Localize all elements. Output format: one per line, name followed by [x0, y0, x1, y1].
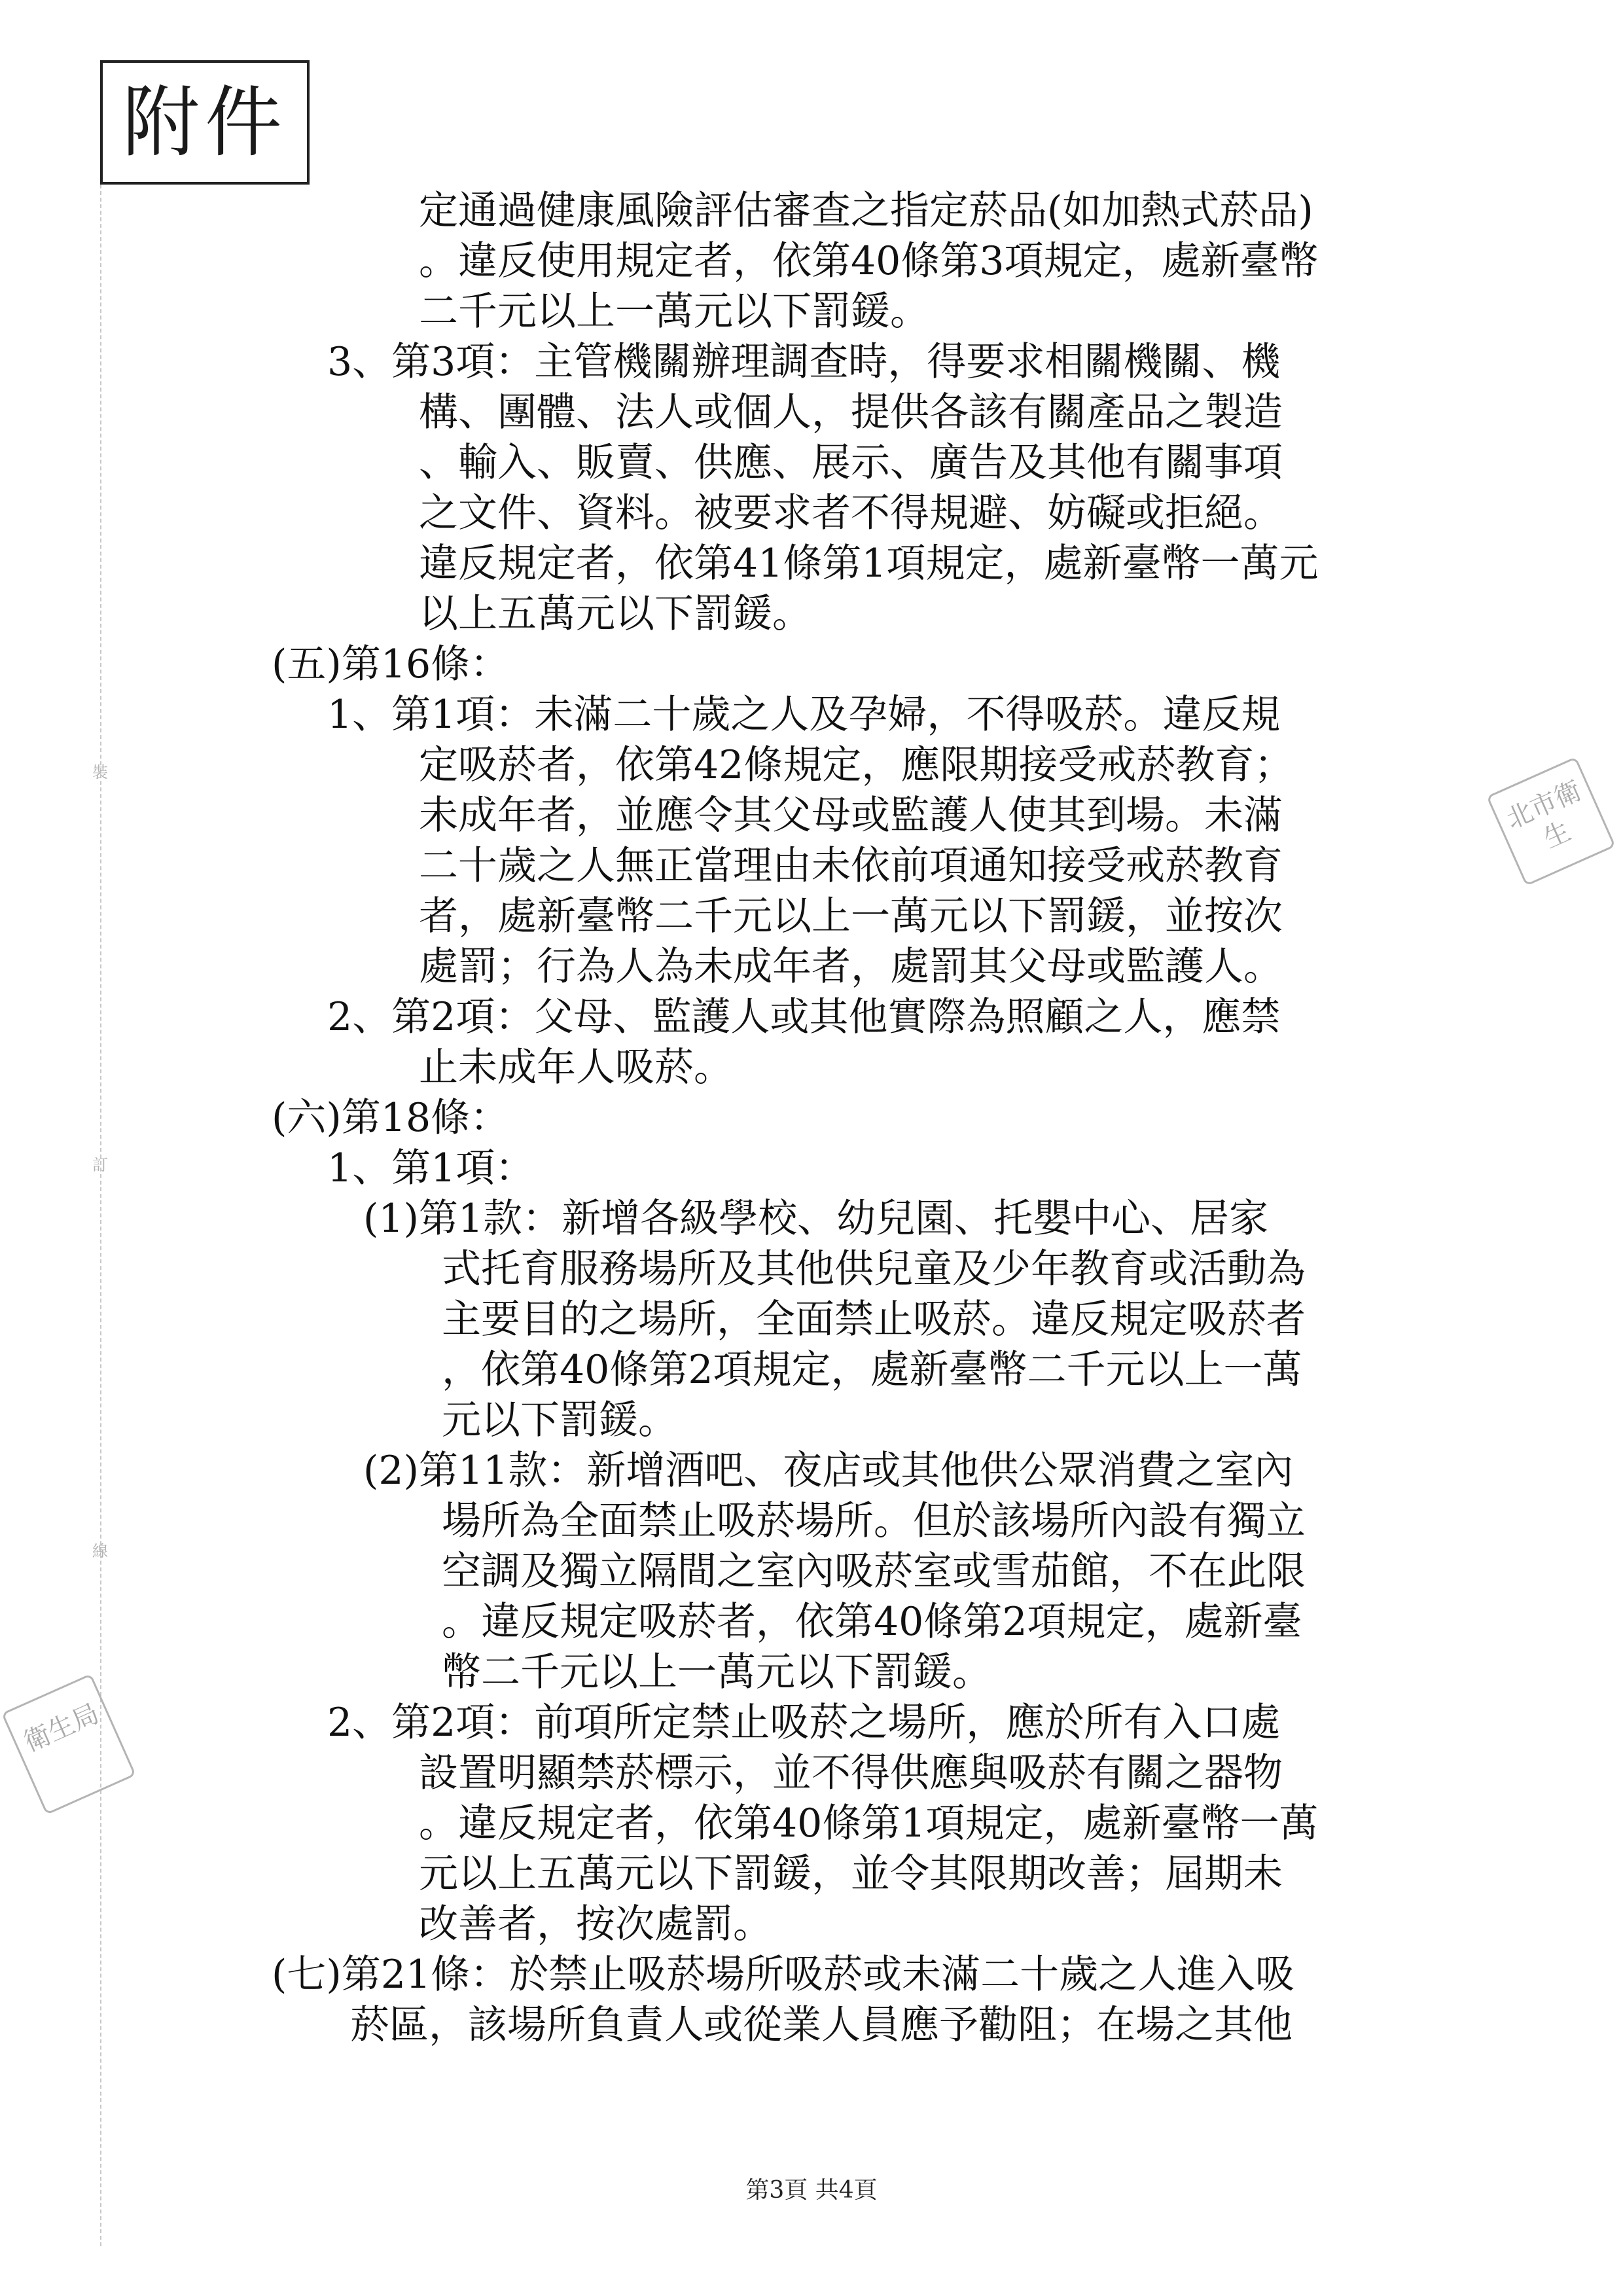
body-line: 改善者，按次處罰。	[419, 1901, 772, 1947]
body-line: 構、團體、法人或個人，提供各該有關產品之製造	[419, 389, 1283, 435]
body-line: 2、第2項：前項所定禁止吸菸之場所，應於所有入口處	[327, 1700, 1281, 1746]
section-heading: (七)第21條：於禁止吸菸場所吸菸或未滿二十歲之人進入吸	[272, 1952, 1295, 1998]
body-line: 3、第3項：主管機關辦理調查時，得要求相關機關、機	[327, 339, 1281, 385]
body-line: ，依第40條第2項規定，處新臺幣二千元以上一萬	[442, 1347, 1302, 1393]
body-line: 以上五萬元以下罰鍰。	[419, 591, 812, 637]
body-line: 1、第1項：	[327, 1145, 535, 1191]
margin-mark-bind: 裝	[92, 763, 108, 781]
body-line: 。違反使用規定者，依第40條第3項規定，處新臺幣	[419, 238, 1319, 284]
body-line: 違反規定者，依第41條第1項規定，處新臺幣一萬元	[419, 541, 1319, 586]
body-line: 定吸菸者，依第42條規定，應限期接受戒菸教育；	[419, 742, 1294, 788]
body-line: 。違反規定吸菸者，依第40條第2項規定，處新臺	[442, 1599, 1302, 1645]
body-line: 元以上五萬元以下罰鍰，並令其限期改善；屆期未	[419, 1851, 1283, 1897]
body-line: 之文件、資料。被要求者不得規避、妨礙或拒絕。	[419, 490, 1283, 536]
body-line: 幣二千元以上一萬元以下罰鍰。	[442, 1649, 991, 1695]
body-line: 主要目的之場所，全面禁止吸菸。違反規定吸菸者	[442, 1297, 1306, 1342]
body-line: 止未成年人吸菸。	[419, 1045, 733, 1090]
body-line: (2)第11款：新增酒吧、夜店或其他供公眾消費之室內	[363, 1448, 1294, 1494]
body-line: 二千元以上一萬元以下罰鍰。	[419, 289, 929, 334]
margin-mark-staple: 訂	[92, 1156, 108, 1174]
body-line: 菸區，該場所負責人或從業人員應予勸阻；在場之其他	[350, 2002, 1293, 2048]
body-line: 定通過健康風險評估審查之指定菸品(如加熱式菸品)	[419, 188, 1313, 234]
body-line: 場所為全面禁止吸菸場所。但於該場所內設有獨立	[442, 1498, 1306, 1544]
body-line: 處罰；行為人為未成年者，處罰其父母或監護人。	[419, 944, 1283, 990]
body-line: 元以下罰鍰。	[442, 1397, 677, 1443]
body-line: 設置明顯禁菸標示，並不得供應與吸菸有關之器物	[419, 1750, 1283, 1796]
body-line: 2、第2項：父母、監護人或其他實際為照顧之人，應禁	[327, 994, 1281, 1040]
margin-mark-line: 線	[92, 1542, 108, 1560]
body-line: 未成年者，並應令其父母或監護人使其到場。未滿	[419, 793, 1283, 838]
body-line: 、輸入、販賣、供應、展示、廣告及其他有關事項	[419, 440, 1283, 486]
official-seal-right: 北市衛生	[1486, 757, 1616, 886]
body-line: (1)第1款：新增各級學校、幼兒園、托嬰中心、居家	[363, 1196, 1269, 1242]
binding-margin-line	[100, 185, 101, 2246]
section-heading: (六)第18條：	[272, 1095, 510, 1141]
attachment-label-box: 附件	[100, 60, 310, 185]
body-line: 式托育服務場所及其他供兒童及少年教育或活動為	[442, 1246, 1306, 1292]
official-seal-left: 衛生局	[1, 1674, 136, 1815]
section-heading: (五)第16條：	[272, 641, 510, 687]
body-line: 空調及獨立隔間之室內吸菸室或雪茄館，不在此限	[442, 1549, 1306, 1594]
page-number: 第3頁 共4頁	[745, 2177, 878, 2204]
body-line: 二十歲之人無正當理由未依前項通知接受戒菸教育	[419, 843, 1283, 889]
body-line: 。違反規定者，依第40條第1項規定，處新臺幣一萬	[419, 1801, 1319, 1846]
body-line: 者，處新臺幣二千元以上一萬元以下罰鍰，並按次	[419, 893, 1283, 939]
body-line: 1、第1項：未滿二十歲之人及孕婦，不得吸菸。違反規	[327, 692, 1281, 738]
